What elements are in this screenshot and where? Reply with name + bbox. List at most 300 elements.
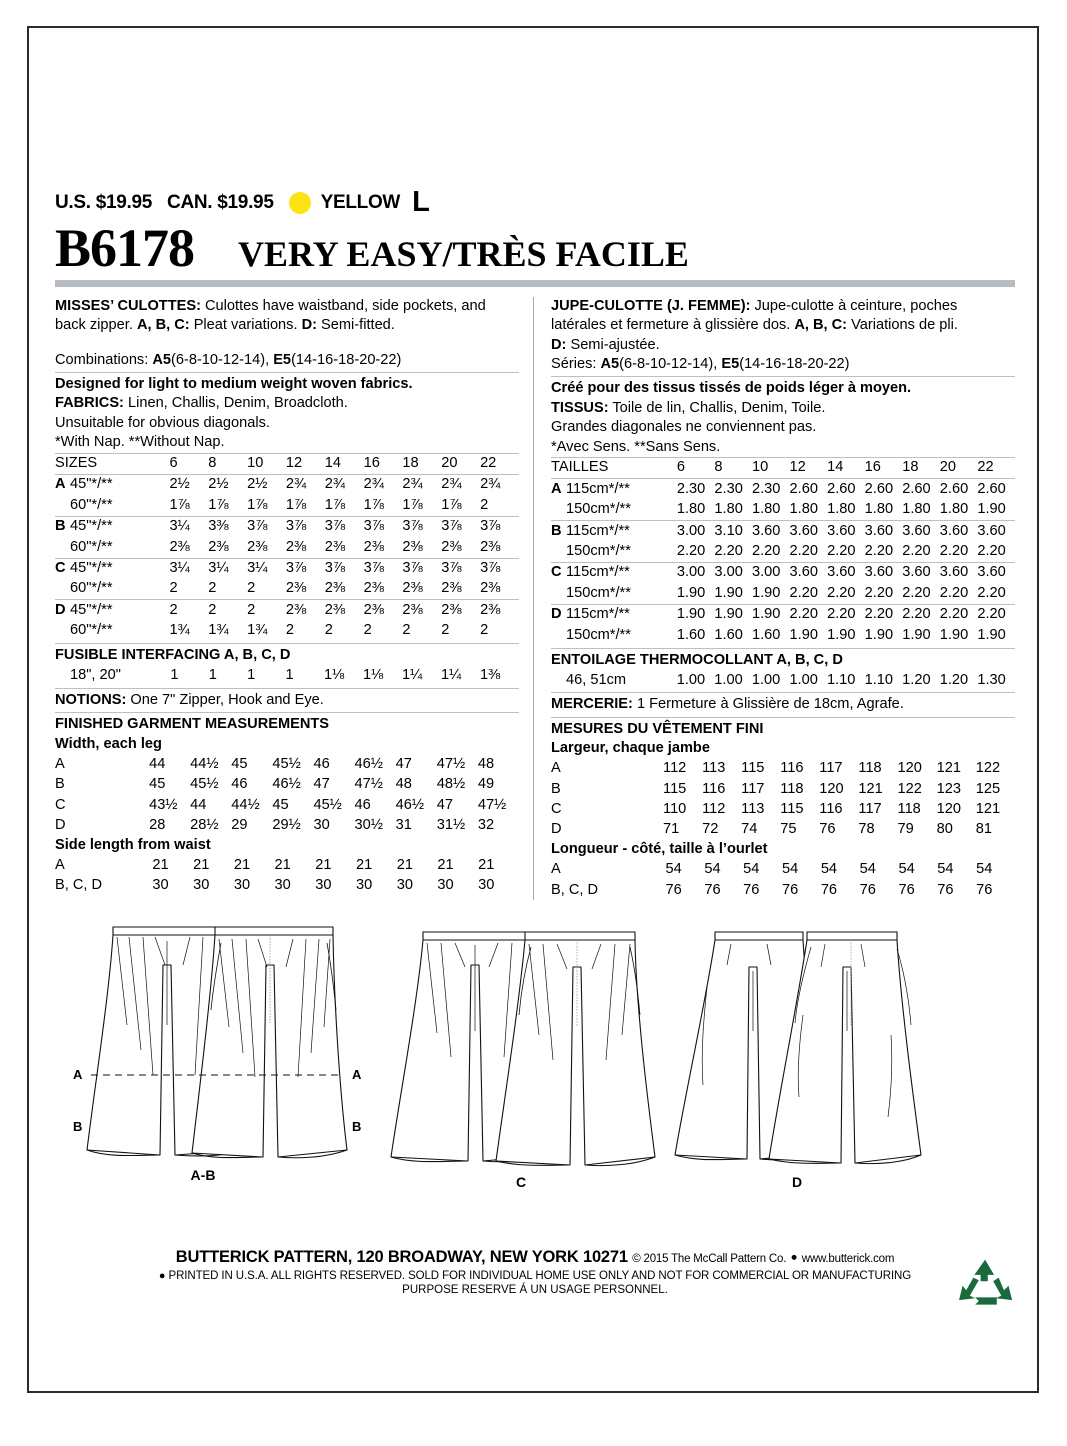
english-finished-title: FINISHED GARMENT MEASUREMENTS: [55, 716, 330, 733]
yardage-cell: 2.20: [977, 604, 1015, 625]
french-desc-body3: Semi-ajustée.: [566, 336, 660, 353]
english-yardage-body: [55, 474, 519, 641]
yardage-cell: 2.20: [827, 543, 856, 560]
yardage-cell: 2: [169, 600, 208, 621]
yardage-cell: 3.00: [752, 562, 790, 583]
yardage-cell: 3.10: [714, 521, 752, 542]
yardage-cell: 1.80: [676, 501, 706, 518]
size-col: 16: [364, 453, 403, 474]
size-col: 12: [286, 453, 325, 474]
interfacing-cell: 1: [170, 667, 179, 684]
yardage-row-label: 60"*/**: [70, 622, 113, 639]
rule: [55, 712, 519, 713]
measurement-cell: 30: [193, 877, 210, 894]
difficulty-label: VERY EASY/TRÈS FACILE: [238, 234, 689, 274]
measurement-cell: 71: [663, 821, 680, 838]
measurement-cell: 81: [975, 821, 993, 838]
measurement-row-label: B: [551, 780, 561, 797]
title-rule: [55, 280, 1015, 287]
yardage-cell: 2⅜: [480, 538, 501, 555]
measurement-cell: 31½: [436, 816, 466, 833]
interfacing-cell: 1⅛: [323, 667, 345, 684]
measurement-cell: 125: [975, 780, 1001, 797]
measurement-cell: 76: [859, 881, 876, 898]
yardage-cell: 2¾: [480, 474, 519, 495]
yardage-cell: 2.20: [789, 584, 818, 601]
combo-a5-sizes: (6-8-10-12-14),: [171, 351, 274, 368]
measurement-cell: 46½: [395, 796, 425, 813]
yardage-row: [551, 542, 1015, 563]
recycle-icon: [957, 1256, 1015, 1310]
interfacing-cell: 1¼: [401, 667, 423, 684]
measurement-cell: 32: [477, 816, 495, 833]
marker-b-left: B: [73, 1119, 83, 1134]
view-ab-back: [192, 927, 347, 1158]
measurement-cell: 54: [859, 861, 876, 878]
yardage-cell: 3¼: [247, 558, 286, 579]
interfacing-cell: 1.00: [789, 671, 818, 688]
yardage-row-label: 60"*/**: [70, 496, 113, 513]
yardage-row-label: C 45"*/**: [55, 558, 169, 579]
yardage-cell: 1.60: [714, 626, 743, 643]
yardage-row: [55, 579, 519, 600]
yardage-cell: 1.90: [677, 604, 715, 625]
interfacing-cell: 1.00: [676, 671, 706, 688]
measurement-cell: 54: [704, 861, 721, 878]
yardage-cell: 2.20: [790, 604, 828, 625]
yardage-cell: 3⅜: [208, 516, 247, 537]
notions-label: MERCERIE:: [551, 696, 633, 713]
french-interfacing-title: ENTOILAGE THERMOCOLLANT A, B, C, D: [551, 651, 843, 668]
french-yardage-body: [551, 479, 1015, 646]
yardage-cell: 2.60: [902, 479, 940, 500]
yardage-row: [55, 558, 519, 579]
yardage-cell: 2⅜: [441, 538, 462, 555]
yardage-cell: 2: [208, 600, 247, 621]
combo-e5: E5: [721, 355, 740, 372]
bullet-icon: ●: [158, 1270, 166, 1282]
measurement-cell: 30½: [354, 816, 383, 833]
yardage-cell: 3.60: [827, 521, 865, 542]
yardage-cell: 2: [285, 622, 295, 639]
yardage-row-label: 150cm*/**: [566, 501, 631, 518]
english-width-table: [55, 754, 519, 836]
yardage-cell: 1.90: [827, 626, 856, 643]
measurement-cell: 122: [975, 760, 1001, 777]
yardage-row-label: C 115cm*/**: [551, 562, 677, 583]
measurement-cell: 47½: [477, 796, 507, 813]
interfacing-cell: 1⅛: [362, 667, 384, 684]
yardage-cell: 2.20: [977, 543, 1006, 560]
interfacing-row-label: 46, 51cm: [566, 671, 627, 688]
measurement-cell: 30: [274, 877, 291, 894]
measurement-cell: 45: [272, 796, 289, 813]
english-interfacing-body: [55, 666, 519, 686]
measurement-cell: 115: [741, 760, 765, 777]
yardage-cell: 3.60: [827, 562, 865, 583]
size-col: 22: [977, 457, 1015, 478]
interfacing-cell: 1.10: [827, 671, 856, 688]
footer-rights: PRINTED IN U.S.A. ALL RIGHTS RESERVED. SOLD FOR INDIVIDUAL HOME USE ONLY AND NOT FOR COMMERCIAL OR MANUFACTURING: [168, 1270, 912, 1283]
copyright: © 2015 The McCall Pattern Co.: [632, 1253, 787, 1265]
measurement-cell: 47: [395, 755, 412, 772]
view-label-ab: A-B: [190, 1167, 216, 1183]
measurement-cell: 30: [437, 877, 454, 894]
measurement-cell: 54: [976, 861, 993, 878]
yardage-cell: 3⅞: [402, 516, 441, 537]
measurement-cell: 76: [898, 881, 915, 898]
size-col: 20: [441, 453, 480, 474]
yardage-cell: 3⅞: [480, 558, 519, 579]
rule: [551, 692, 1015, 693]
yardage-cell: 2.20: [864, 584, 894, 601]
yardage-cell: 2.20: [865, 604, 903, 625]
measurement-cell: 74: [741, 821, 758, 838]
interfacing-cell: 1: [208, 667, 217, 684]
french-combinations: [551, 355, 1015, 374]
price-row: [55, 186, 1015, 219]
pattern-number: B6178: [55, 218, 195, 278]
english-desc-body3: Semi-fitted.: [317, 317, 395, 334]
measurement-cell: 120: [936, 800, 962, 817]
measurement-row: [55, 754, 519, 774]
french-desc-body2: Variations de pli.: [847, 317, 958, 334]
yardage-cell: 2.20: [676, 543, 706, 560]
french-desc-viewd: D:: [551, 336, 567, 353]
measurement-row: [55, 795, 519, 815]
sizes-header-row: [551, 457, 1015, 478]
yardage-cell: 2¾: [441, 474, 480, 495]
yardage-row-label: B 115cm*/**: [551, 521, 677, 542]
yardage-cell: 1.60: [676, 626, 706, 643]
measurement-cell: 110: [663, 800, 687, 817]
interfacing-cell: 1.20: [902, 671, 931, 688]
measurement-cell: 29½: [272, 816, 301, 833]
measurement-cell: 21: [152, 856, 169, 873]
yardage-cell: 3.60: [977, 562, 1015, 583]
yardage-cell: 2⅜: [169, 538, 190, 555]
measurement-row: [551, 880, 1015, 900]
combo-a5: A5: [152, 351, 171, 368]
measurement-cell: 30: [315, 877, 332, 894]
french-interfacing-table: [551, 670, 1015, 690]
measurement-cell: 48: [477, 755, 495, 772]
measurement-cell: 76: [743, 881, 760, 898]
yardage-cell: 3.60: [902, 521, 940, 542]
spec-columns: [55, 297, 1015, 901]
measurement-cell: 46: [354, 796, 371, 813]
yardage-cell: 2⅜: [480, 580, 501, 597]
yardage-row-label: D 45"*/**: [55, 600, 169, 621]
english-side-body: [55, 855, 519, 896]
yardage-cell: 2⅜: [402, 580, 423, 597]
yardage-row-label: A 45"*/**: [55, 474, 169, 495]
yardage-cell: 2.20: [939, 543, 969, 560]
measurement-cell: 31: [395, 816, 412, 833]
notions-label: NOTIONS:: [55, 692, 127, 708]
measurement-cell: 75: [780, 821, 797, 838]
measurement-row-label: A: [551, 760, 561, 777]
measurement-cell: 76: [820, 881, 838, 898]
yardage-cell: 2½: [169, 474, 208, 495]
yardage-cell: 2⅜: [286, 600, 325, 621]
yardage-cell: 3⅞: [441, 558, 480, 579]
yardage-cell: 3⅞: [286, 516, 325, 537]
footer-line3: PURPOSE RESERVE Á UN USAGE PERSONNEL.: [402, 1284, 668, 1297]
yardage-cell: 3.00: [677, 562, 715, 583]
yardage-cell: 1⅞: [363, 496, 384, 513]
yardage-cell: 3.60: [865, 562, 903, 583]
measurement-cell: 78: [858, 821, 875, 838]
combo-e5: E5: [273, 351, 292, 368]
measurement-cell: 54: [820, 861, 838, 878]
yardage-cell: 3⅞: [364, 516, 403, 537]
yardage-cell: 3¼: [208, 558, 247, 579]
measurement-row: [551, 799, 1015, 819]
yardage-cell: 2⅜: [364, 600, 403, 621]
can-price: CAN. $19.95: [167, 192, 274, 213]
yardage-cell: 2.60: [827, 479, 865, 500]
yardage-cell: 2⅜: [324, 580, 346, 597]
fabrics-label: FABRICS:: [55, 395, 124, 412]
yardage-cell: 1¾: [169, 622, 190, 639]
yardage-cell: 2.20: [902, 543, 931, 560]
yardage-cell: 1¾: [247, 622, 268, 639]
yardage-cell: 2.20: [939, 584, 969, 601]
yardage-cell: 2.20: [902, 584, 931, 601]
yardage-cell: 2⅜: [363, 580, 384, 597]
measurement-cell: 120: [819, 780, 844, 797]
spacer: [55, 336, 519, 351]
yardage-cell: 3¼: [169, 516, 208, 537]
measurement-cell: 123: [936, 780, 962, 797]
yardage-cell: 2¾: [325, 474, 364, 495]
yardage-cell: 3.60: [790, 562, 828, 583]
yardage-row: [55, 600, 519, 621]
interfacing-cell: 1.20: [939, 671, 969, 688]
marker-a-right: A: [352, 1067, 362, 1082]
fabrics-value: Linen, Challis, Denim, Broadcloth.: [123, 395, 348, 412]
company-address: BUTTERICK PATTERN, 120 BROADWAY, NEW YORK 10271: [175, 1248, 628, 1266]
view-label-d: D: [791, 1174, 803, 1190]
yardage-cell: 2.20: [714, 543, 743, 560]
measurement-cell: 116: [702, 780, 726, 797]
yardage-cell: 1.90: [714, 584, 743, 601]
yardage-cell: 2.20: [789, 543, 818, 560]
yellow-dot-icon: [289, 192, 311, 214]
english-nap-note: *With Nap. **Without Nap.: [55, 434, 225, 451]
french-side-body: [551, 860, 1015, 901]
measurement-cell: 30: [396, 877, 413, 894]
measurement-cell: 112: [702, 800, 726, 817]
english-combinations: [55, 351, 519, 370]
yardage-cell: 2½: [247, 474, 286, 495]
measurement-cell: 113: [741, 800, 765, 817]
measurement-cell: 44½: [190, 755, 219, 772]
size-col: 20: [940, 457, 978, 478]
interfacing-row: [55, 666, 519, 686]
yardage-row-label: 150cm*/**: [566, 626, 631, 643]
size-letter: L: [412, 186, 430, 219]
interfacing-cell: 1: [285, 667, 294, 684]
marker-b-right: B: [352, 1119, 362, 1134]
measurement-row-label: A: [55, 856, 65, 873]
measurement-cell: 122: [897, 780, 922, 797]
yardage-cell: 3⅞: [247, 516, 286, 537]
english-column: [55, 297, 531, 901]
yardage-cell: 2⅜: [285, 538, 307, 555]
measurement-row: [55, 876, 519, 896]
measurement-cell: 54: [937, 861, 954, 878]
measurement-cell: 45½: [272, 755, 301, 772]
measurement-cell: 45: [231, 755, 248, 772]
measurement-row-label: B, C, D: [55, 877, 103, 894]
view-label-c: C: [515, 1174, 527, 1190]
yardage-row: [55, 621, 519, 641]
measurement-cell: 54: [898, 861, 915, 878]
measurement-cell: 21: [478, 856, 495, 873]
measurement-cell: 115: [663, 780, 687, 797]
yardage-cell: 3⅞: [402, 558, 441, 579]
website-link[interactable]: www.butterick.com: [801, 1253, 895, 1265]
yardage-cell: 1.90: [902, 626, 931, 643]
english-side-table: [55, 855, 519, 896]
yardage-cell: 1⅞: [247, 496, 268, 513]
size-col: 8: [208, 453, 247, 474]
yardage-row: [55, 495, 519, 516]
yardage-cell: 3¼: [169, 558, 208, 579]
column-divider: [533, 297, 534, 901]
measurement-row-label: D: [551, 821, 562, 838]
english-width-title: Width, each leg: [55, 735, 162, 752]
yardage-cell: 3.60: [902, 562, 940, 583]
yardage-cell: 2⅜: [402, 600, 441, 621]
size-col: 6: [169, 453, 208, 474]
english-side-title: Side length from waist: [55, 836, 211, 853]
size-col: 12: [790, 457, 828, 478]
envelope-back-content: [55, 186, 1015, 900]
yardage-cell: 2: [480, 622, 489, 639]
measurement-cell: 117: [819, 760, 843, 777]
yardage-row: [551, 604, 1015, 625]
measurement-cell: 21: [396, 856, 413, 873]
yardage-cell: 2⅜: [325, 600, 364, 621]
color-name: YELLOW: [320, 192, 401, 213]
measurement-cell: 72: [702, 821, 719, 838]
yardage-cell: 2: [208, 580, 217, 597]
french-desc-body1: Jupe-culotte à ceinture, poches latérales et fermeture à glissière dos.: [551, 297, 958, 334]
french-notions: [551, 695, 1015, 714]
interfacing-cell: 1.30: [977, 671, 1006, 688]
yardage-cell: 2.60: [790, 479, 828, 500]
measurement-cell: 45½: [313, 796, 342, 813]
yardage-row: [551, 583, 1015, 604]
measurement-cell: 28½: [190, 816, 219, 833]
measurement-cell: 30: [355, 877, 373, 894]
measurement-cell: 113: [702, 760, 726, 777]
yardage-row-label: 150cm*/**: [566, 543, 631, 560]
yardage-cell: 1.80: [827, 501, 856, 518]
rule: [551, 717, 1015, 718]
yardage-cell: 2.20: [751, 543, 781, 560]
yardage-cell: 3.60: [940, 562, 978, 583]
measurement-cell: 118: [897, 800, 921, 817]
measurement-cell: 116: [819, 800, 843, 817]
english-designed-for: Designed for light to medium weight woven fabrics.: [55, 375, 413, 392]
measurement-cell: 46½: [272, 776, 301, 793]
yardage-cell: 1.90: [939, 626, 969, 643]
yardage-cell: 2¾: [364, 474, 403, 495]
measurement-cell: 21: [233, 856, 251, 873]
yardage-cell: 1.60: [751, 626, 781, 643]
measurement-cell: 47½: [354, 776, 383, 793]
combo-a5-sizes: (6-8-10-12-14),: [619, 355, 722, 372]
yardage-cell: 2⅜: [324, 538, 346, 555]
french-width-body: [551, 759, 1015, 841]
english-width-body: [55, 754, 519, 836]
yardage-cell: 2: [363, 622, 372, 639]
measurement-cell: 79: [897, 821, 914, 838]
interfacing-cell: 1: [247, 667, 256, 684]
english-desc-title: MISSES’ CULOTTES:: [55, 297, 201, 314]
measurement-cell: 46: [313, 755, 330, 772]
yardage-cell: 2: [480, 496, 489, 513]
yardage-cell: 1.90: [864, 626, 894, 643]
combo-e5-sizes: (14-16-18-20-22): [739, 355, 850, 372]
yardage-row: [55, 537, 519, 558]
measurement-cell: 30: [152, 877, 169, 894]
yardage-cell: 2⅜: [285, 580, 307, 597]
english-desc-body1: Culottes have waistband, side pockets, and back zipper.: [55, 297, 486, 334]
english-desc-views: A, B, C:: [136, 317, 190, 334]
french-desc-views: A, B, C:: [794, 317, 848, 334]
yardage-cell: 1.90: [676, 584, 706, 601]
size-col: 14: [827, 457, 865, 478]
yardage-cell: 2.30: [677, 479, 715, 500]
measurement-cell: 76: [937, 881, 954, 898]
french-width-title: Largeur, chaque jambe: [551, 740, 710, 757]
yardage-row-label: D 115cm*/**: [551, 604, 677, 625]
measurement-cell: 21: [355, 856, 373, 873]
measurement-cell: 30: [313, 816, 330, 833]
yardage-row-label: B 45"*/**: [55, 516, 169, 537]
footer: [55, 1248, 1015, 1296]
yardage-cell: 3⅞: [325, 558, 364, 579]
yardage-cell: 2¾: [402, 474, 441, 495]
measurement-cell: 54: [665, 861, 682, 878]
measurement-cell: 47: [313, 776, 330, 793]
measurement-cell: 117: [741, 780, 765, 797]
yardage-cell: 1.80: [939, 501, 969, 518]
english-desc-viewd: D:: [301, 317, 317, 334]
measurement-cell: 47½: [436, 755, 466, 772]
yardage-cell: 2⅜: [363, 538, 384, 555]
combo-e5-sizes: (14-16-18-20-22): [291, 351, 402, 368]
yardage-cell: 2.60: [977, 479, 1015, 500]
measurement-cell: 115: [780, 800, 804, 817]
yardage-row: [551, 521, 1015, 542]
french-column: [531, 297, 1015, 901]
measurement-row-label: B: [55, 776, 65, 793]
english-interfacing-title: FUSIBLE INTERFACING A, B, C, D: [55, 647, 291, 664]
yardage-cell: 2½: [208, 474, 247, 495]
english-description: [55, 297, 519, 336]
measurement-row: [551, 860, 1015, 880]
yardage-cell: 3.60: [977, 521, 1015, 542]
measurement-cell: 30: [233, 877, 251, 894]
yardage-cell: 2: [324, 622, 333, 639]
fabrics-label: TISSUS:: [551, 399, 609, 416]
